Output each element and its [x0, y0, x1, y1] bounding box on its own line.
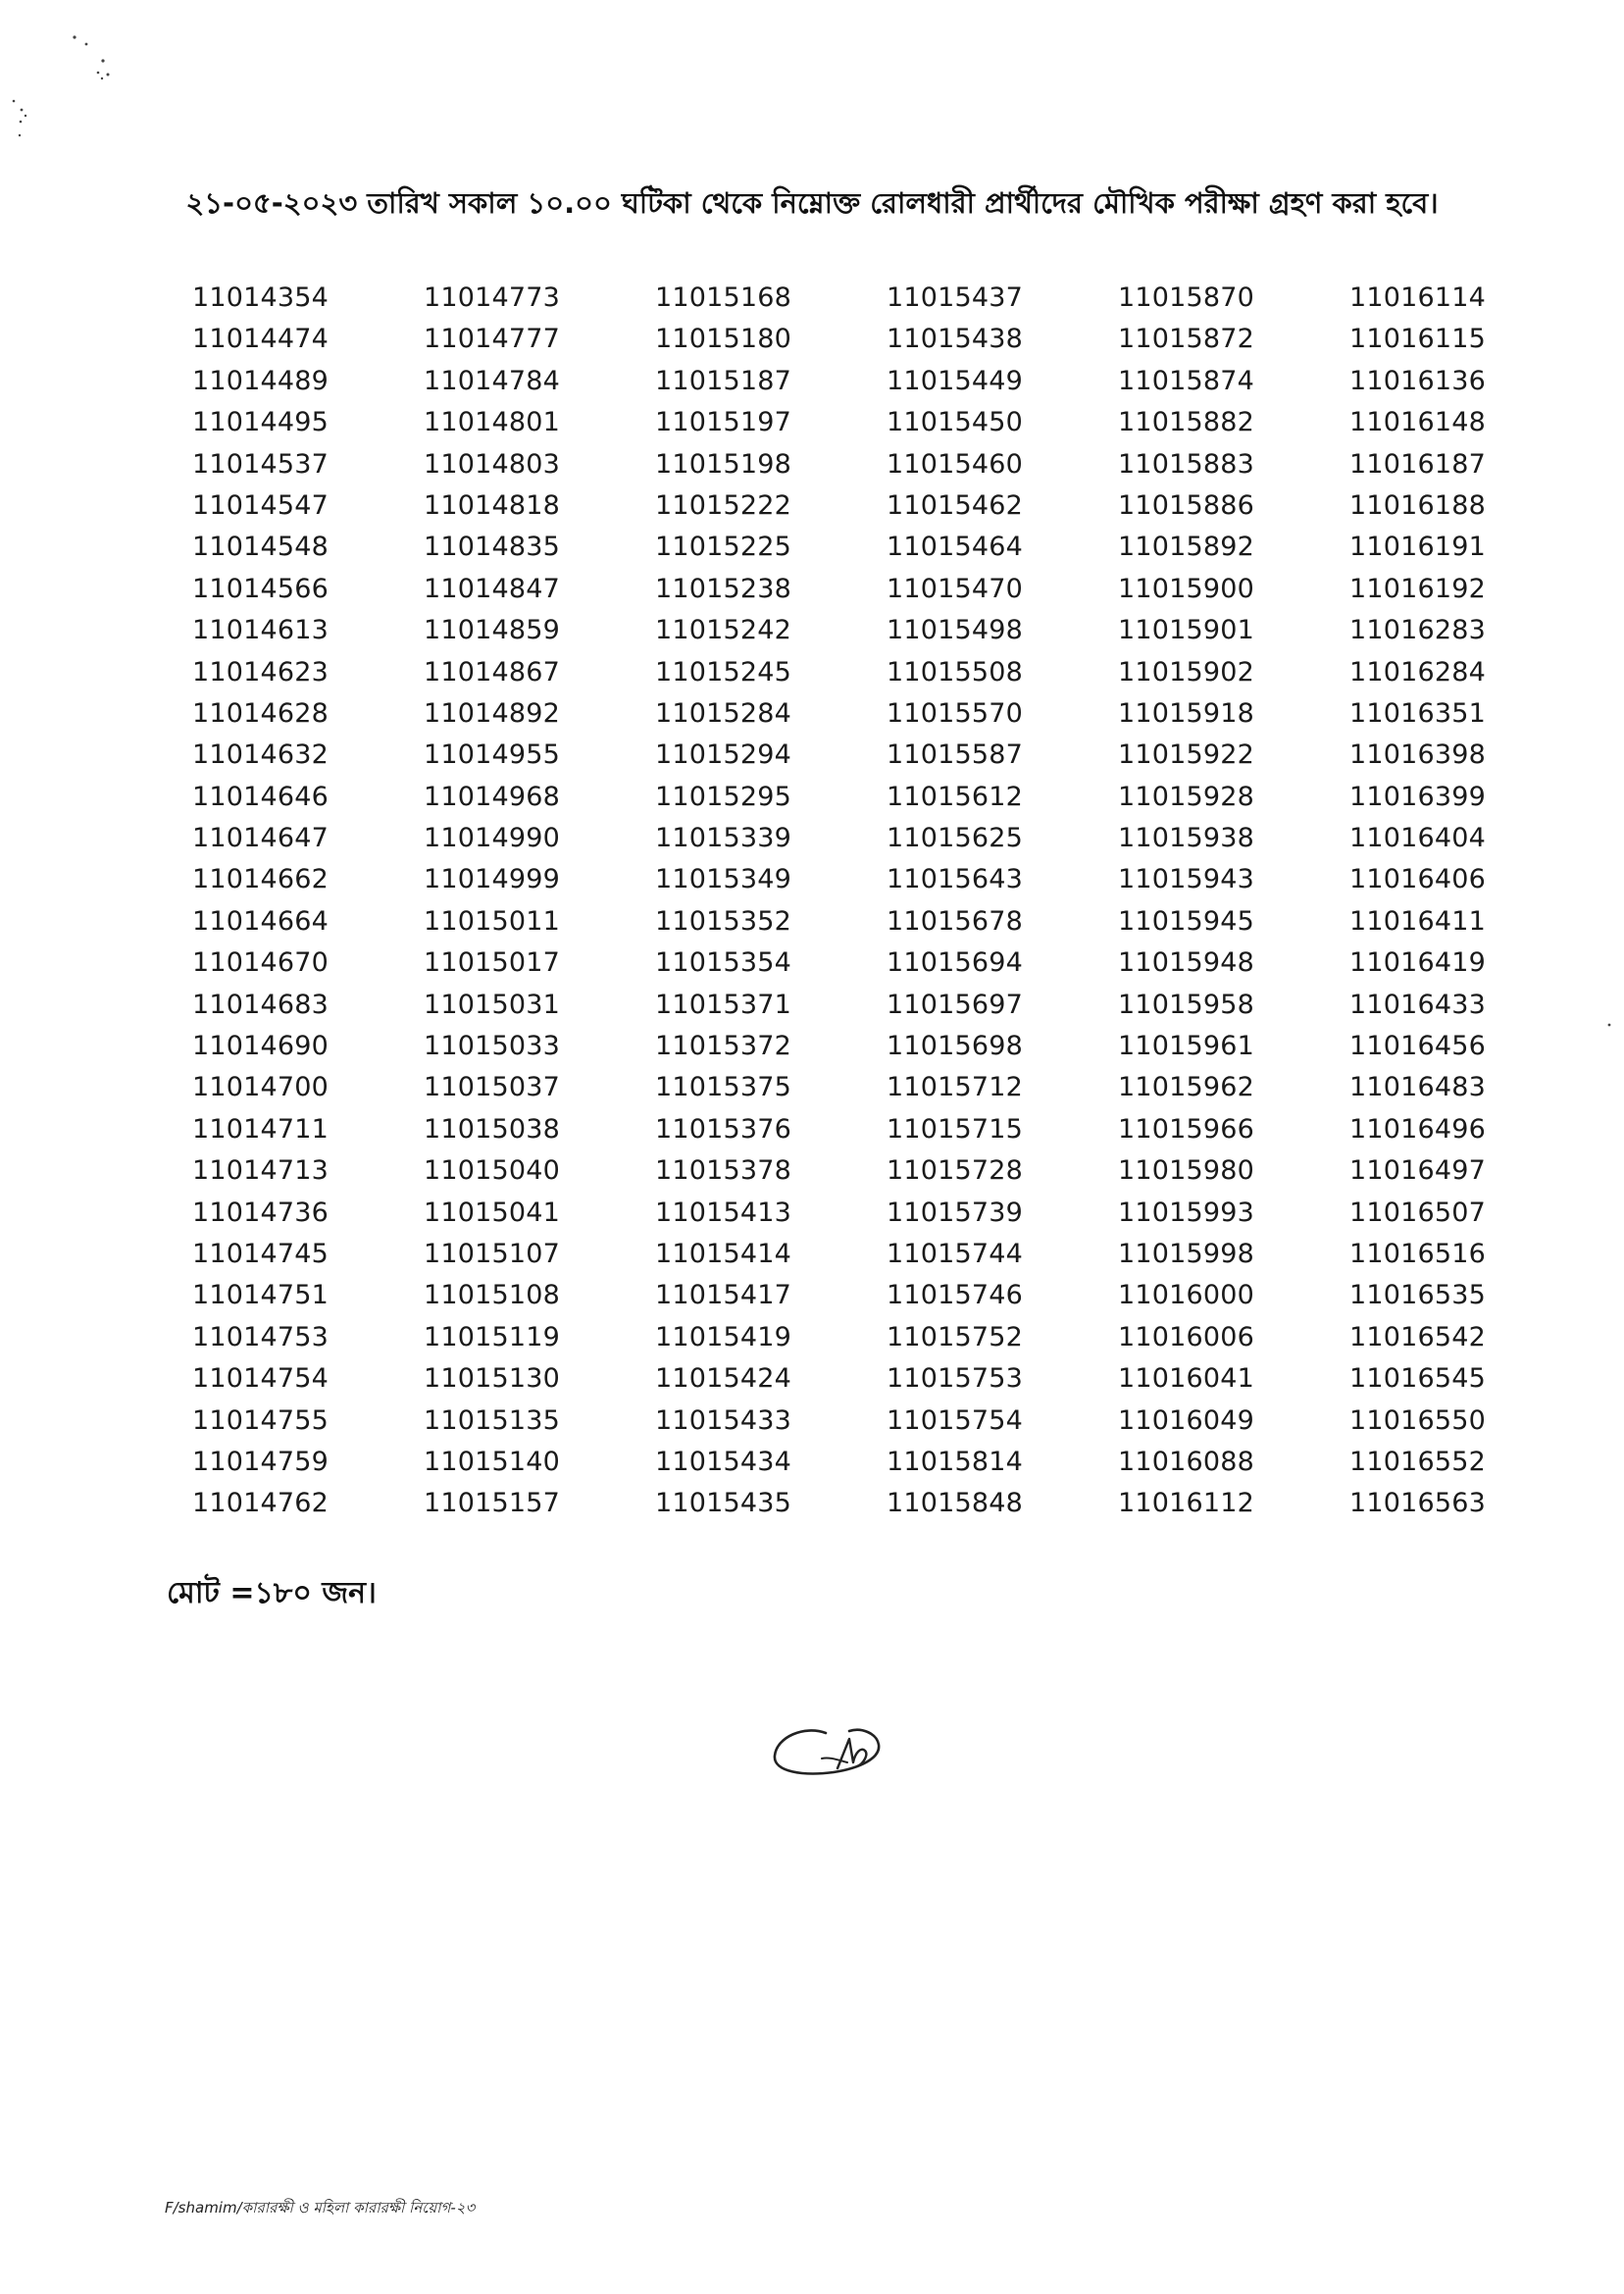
roll-number: 11016404 — [1349, 823, 1487, 854]
roll-number: 11015961 — [1118, 1031, 1255, 1062]
roll-number: 11015900 — [1118, 573, 1255, 604]
roll-number: 11014711 — [192, 1113, 330, 1145]
roll-number: 11015295 — [655, 781, 792, 812]
roll-number: 11015883 — [1118, 448, 1255, 480]
roll-number: 11015943 — [1118, 864, 1255, 895]
roll-number-grid — [192, 278, 1581, 1525]
roll-number: 11014892 — [424, 697, 561, 729]
roll-number: 11015752 — [887, 1321, 1024, 1352]
roll-number: 11015238 — [655, 573, 792, 604]
roll-number: 11015498 — [887, 615, 1024, 646]
roll-number: 11016114 — [1349, 282, 1487, 313]
roll-number: 11014495 — [192, 407, 330, 438]
roll-number: 11014700 — [192, 1072, 330, 1103]
roll-number: 11015698 — [887, 1031, 1024, 1062]
roll-number: 11015872 — [1118, 324, 1255, 355]
roll-number: 11015938 — [1118, 823, 1255, 854]
roll-number: 11015371 — [655, 989, 792, 1020]
roll-number: 11015198 — [655, 448, 792, 480]
roll-number: 11014818 — [424, 489, 561, 521]
roll-number: 11015922 — [1118, 739, 1255, 771]
roll-number: 11014762 — [192, 1488, 330, 1519]
roll-number: 11016041 — [1118, 1363, 1255, 1395]
roll-number: 11014751 — [192, 1280, 330, 1311]
roll-number: 11014537 — [192, 448, 330, 480]
roll-number: 11015375 — [655, 1072, 792, 1103]
roll-number: 11016187 — [1349, 448, 1487, 480]
roll-number: 11016006 — [1118, 1321, 1255, 1352]
roll-number: 11016563 — [1349, 1488, 1487, 1519]
roll-number: 11014662 — [192, 864, 330, 895]
roll-number: 11015349 — [655, 864, 792, 895]
roll-number: 11015998 — [1118, 1238, 1255, 1269]
scan-specks — [0, 0, 137, 157]
roll-number: 11014773 — [424, 282, 561, 313]
roll-number: 11016497 — [1349, 1155, 1487, 1187]
roll-number: 11015413 — [655, 1197, 792, 1228]
roll-number: 11015587 — [887, 739, 1024, 771]
roll-number: 11015814 — [887, 1446, 1024, 1477]
roll-number: 11016192 — [1349, 573, 1487, 604]
roll-number: 11014859 — [424, 615, 561, 646]
roll-number: 11015848 — [887, 1488, 1024, 1519]
roll-number: 11015892 — [1118, 532, 1255, 563]
roll-number: 11016411 — [1349, 905, 1487, 937]
roll-number: 11015197 — [655, 407, 792, 438]
roll-number: 11016542 — [1349, 1321, 1487, 1352]
roll-number: 11015033 — [424, 1031, 561, 1062]
roll-number: 11016483 — [1349, 1072, 1487, 1103]
roll-number: 11016148 — [1349, 407, 1487, 438]
roll-number: 11016351 — [1349, 697, 1487, 729]
roll-number: 11015744 — [887, 1238, 1024, 1269]
roll-number: 11015339 — [655, 823, 792, 854]
roll-number: 11015419 — [655, 1321, 792, 1352]
roll-number: 11014489 — [192, 365, 330, 396]
roll-number: 11014847 — [424, 573, 561, 604]
roll-number: 11015031 — [424, 989, 561, 1020]
roll-number: 11014777 — [424, 324, 561, 355]
roll-number: 11016115 — [1349, 324, 1487, 355]
roll-number: 11014548 — [192, 532, 330, 563]
roll-number: 11015462 — [887, 489, 1024, 521]
roll-number: 11014670 — [192, 947, 330, 979]
roll-number: 11015980 — [1118, 1155, 1255, 1187]
roll-number: 11015414 — [655, 1238, 792, 1269]
roll-number: 11016433 — [1349, 989, 1487, 1020]
roll-number: 11016284 — [1349, 656, 1487, 688]
roll-number: 11014835 — [424, 532, 561, 563]
roll-number: 11015284 — [655, 697, 792, 729]
roll-number: 11015354 — [655, 947, 792, 979]
roll-number: 11015130 — [424, 1363, 561, 1395]
roll-number: 11014968 — [424, 781, 561, 812]
roll-number: 11014990 — [424, 823, 561, 854]
roll-number: 11016000 — [1118, 1280, 1255, 1311]
roll-number: 11015570 — [887, 697, 1024, 729]
roll-number: 11015993 — [1118, 1197, 1255, 1228]
roll-number: 11016136 — [1349, 365, 1487, 396]
roll-number: 11015874 — [1118, 365, 1255, 396]
roll-number: 11014759 — [192, 1446, 330, 1477]
roll-number: 11015041 — [424, 1197, 561, 1228]
roll-number: 11015464 — [887, 532, 1024, 563]
roll-number: 11015294 — [655, 739, 792, 771]
roll-number: 11014753 — [192, 1321, 330, 1352]
roll-number: 11015417 — [655, 1280, 792, 1311]
roll-number: 11015886 — [1118, 489, 1255, 521]
roll-number: 11016398 — [1349, 739, 1487, 771]
roll-number: 11014683 — [192, 989, 330, 1020]
roll-number: 11015901 — [1118, 615, 1255, 646]
roll-number: 11015697 — [887, 989, 1024, 1020]
roll-number: 11015438 — [887, 324, 1024, 355]
roll-number: 11015962 — [1118, 1072, 1255, 1103]
roll-number: 11014736 — [192, 1197, 330, 1228]
scan-speck — [1606, 1022, 1612, 1028]
roll-number: 11015222 — [655, 489, 792, 521]
signature-icon — [765, 1711, 892, 1790]
roll-number: 11016399 — [1349, 781, 1487, 812]
roll-number: 11014955 — [424, 739, 561, 771]
roll-number: 11015625 — [887, 823, 1024, 854]
roll-number: 11014801 — [424, 407, 561, 438]
roll-number: 11016419 — [1349, 947, 1487, 979]
roll-number: 11014745 — [192, 1238, 330, 1269]
roll-number: 11014632 — [192, 739, 330, 771]
roll-number: 11014646 — [192, 781, 330, 812]
roll-number: 11016552 — [1349, 1446, 1487, 1477]
roll-number: 11015928 — [1118, 781, 1255, 812]
roll-number: 11014755 — [192, 1404, 330, 1436]
roll-number: 11014784 — [424, 365, 561, 396]
roll-number: 11015180 — [655, 324, 792, 355]
roll-number: 11015450 — [887, 407, 1024, 438]
roll-number: 11016545 — [1349, 1363, 1487, 1395]
roll-number: 11015352 — [655, 905, 792, 937]
roll-number: 11014613 — [192, 615, 330, 646]
roll-number: 11015242 — [655, 615, 792, 646]
roll-number: 11015470 — [887, 573, 1024, 604]
roll-number: 11015508 — [887, 656, 1024, 688]
roll-number: 11015643 — [887, 864, 1024, 895]
roll-number: 11014713 — [192, 1155, 330, 1187]
roll-number: 11014999 — [424, 864, 561, 895]
roll-number: 11016283 — [1349, 615, 1487, 646]
roll-number: 11015140 — [424, 1446, 561, 1477]
roll-number: 11014628 — [192, 697, 330, 729]
roll-number: 11015433 — [655, 1404, 792, 1436]
roll-number: 11016456 — [1349, 1031, 1487, 1062]
roll-number: 11015376 — [655, 1113, 792, 1145]
roll-number: 11014566 — [192, 573, 330, 604]
roll-number: 11015434 — [655, 1446, 792, 1477]
roll-number: 11015424 — [655, 1363, 792, 1395]
roll-number: 11015107 — [424, 1238, 561, 1269]
roll-number: 11016496 — [1349, 1113, 1487, 1145]
roll-number: 11015754 — [887, 1404, 1024, 1436]
roll-number: 11016188 — [1349, 489, 1487, 521]
page-heading: ২১-০৫-২০২৩ তারিখ সকাল ১০.০০ ঘটিকা থেকে নিম্নোক্ত রোলধারী প্রার্থীদের মৌখিক পরীক্ষা গ্রহণ করা হবে। — [185, 186, 1439, 220]
roll-number: 11015739 — [887, 1197, 1024, 1228]
roll-number: 11015038 — [424, 1113, 561, 1145]
roll-number: 11015870 — [1118, 282, 1255, 313]
roll-number: 11015135 — [424, 1404, 561, 1436]
roll-number: 11015882 — [1118, 407, 1255, 438]
roll-number: 11015435 — [655, 1488, 792, 1519]
roll-number: 11016507 — [1349, 1197, 1487, 1228]
roll-number: 11015678 — [887, 905, 1024, 937]
roll-number: 11016550 — [1349, 1404, 1487, 1436]
roll-number: 11014647 — [192, 823, 330, 854]
roll-number: 11014354 — [192, 282, 330, 313]
roll-number: 11015225 — [655, 532, 792, 563]
roll-number: 11014547 — [192, 489, 330, 521]
roll-number: 11015728 — [887, 1155, 1024, 1187]
roll-number: 11015902 — [1118, 656, 1255, 688]
roll-number: 11014690 — [192, 1031, 330, 1062]
roll-number: 11015187 — [655, 365, 792, 396]
roll-number: 11015694 — [887, 947, 1024, 979]
roll-number: 11015948 — [1118, 947, 1255, 979]
roll-number: 11015017 — [424, 947, 561, 979]
roll-number: 11015612 — [887, 781, 1024, 812]
roll-number: 11015746 — [887, 1280, 1024, 1311]
roll-number: 11015958 — [1118, 989, 1255, 1020]
roll-number: 11014867 — [424, 656, 561, 688]
roll-number: 11015011 — [424, 905, 561, 937]
roll-number: 11016088 — [1118, 1446, 1255, 1477]
file-path-footer: F/shamim/কারারক্ষী ও মহিলা কারারক্ষী নিয়োগ-২৩ — [165, 2199, 476, 2217]
roll-number: 11015460 — [887, 448, 1024, 480]
roll-number: 11015753 — [887, 1363, 1024, 1395]
roll-number: 11016406 — [1349, 864, 1487, 895]
roll-number: 11015378 — [655, 1155, 792, 1187]
roll-number: 11016049 — [1118, 1404, 1255, 1436]
roll-number: 11015712 — [887, 1072, 1024, 1103]
roll-number: 11015108 — [424, 1280, 561, 1311]
roll-number: 11016191 — [1349, 532, 1487, 563]
roll-number: 11014803 — [424, 448, 561, 480]
roll-number: 11015119 — [424, 1321, 561, 1352]
roll-number: 11015449 — [887, 365, 1024, 396]
roll-number: 11015037 — [424, 1072, 561, 1103]
roll-number: 11015966 — [1118, 1113, 1255, 1145]
roll-number: 11015157 — [424, 1488, 561, 1519]
roll-number: 11015945 — [1118, 905, 1255, 937]
roll-number: 11014474 — [192, 324, 330, 355]
roll-number: 11014623 — [192, 656, 330, 688]
roll-number: 11015437 — [887, 282, 1024, 313]
roll-number: 11015372 — [655, 1031, 792, 1062]
roll-number: 11014664 — [192, 905, 330, 937]
roll-number: 11015245 — [655, 656, 792, 688]
roll-number: 11015715 — [887, 1113, 1024, 1145]
roll-number: 11016112 — [1118, 1488, 1255, 1519]
total-count: মোট =১৮০ জন। — [167, 1576, 377, 1610]
roll-number: 11016535 — [1349, 1280, 1487, 1311]
roll-number: 11016516 — [1349, 1238, 1487, 1269]
roll-number: 11014754 — [192, 1363, 330, 1395]
roll-number: 11015918 — [1118, 697, 1255, 729]
roll-number: 11015040 — [424, 1155, 561, 1187]
roll-number: 11015168 — [655, 282, 792, 313]
